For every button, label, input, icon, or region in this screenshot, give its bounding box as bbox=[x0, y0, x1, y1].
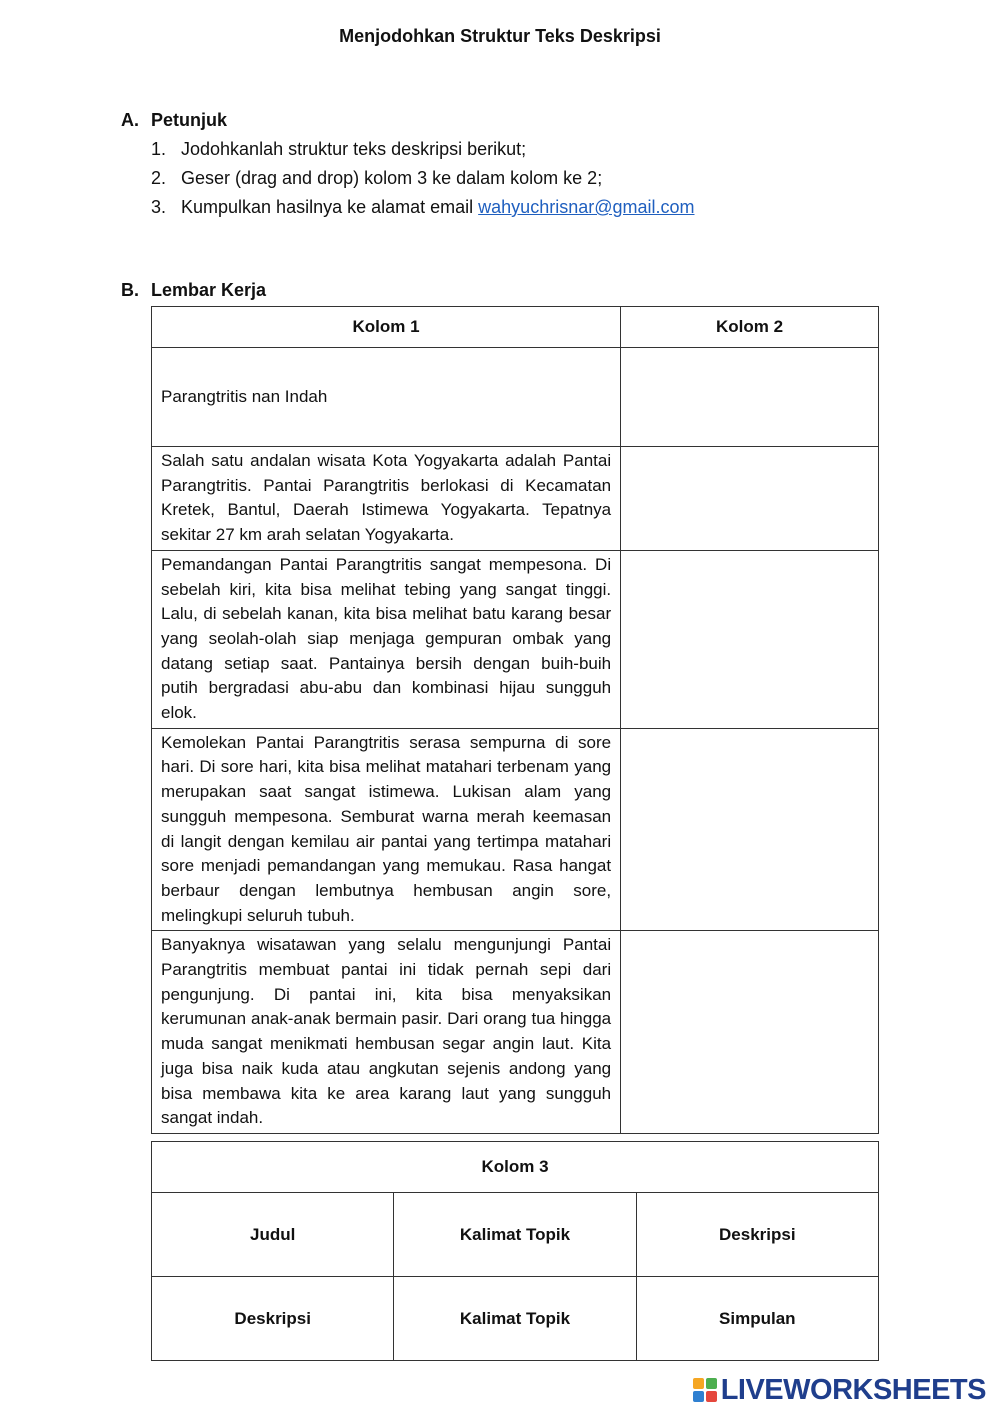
column-1-header: Kolom 1 bbox=[152, 307, 621, 348]
draggable-option[interactable]: Deskripsi bbox=[636, 1193, 878, 1277]
draggable-option[interactable]: Deskripsi bbox=[152, 1277, 394, 1361]
instruction-text: Geser (drag and drop) kolom 3 ke dalam kolom ke 2; bbox=[181, 168, 603, 188]
section-a-title: Petunjuk bbox=[151, 110, 228, 130]
drop-target-cell[interactable] bbox=[621, 728, 879, 931]
table-row bbox=[152, 447, 879, 551]
section-b-title: Lembar Kerja bbox=[151, 280, 267, 300]
instruction-item bbox=[151, 195, 695, 224]
column-1-cell: Banyaknya wisatawan yang selalu mengunjungi Pantai Parangtritis membuat pantai ini tidak pernah sepi dari pengunjung. Di pantai ini, kita bisa menyaksikan kerumunan anak-anak bermain pasir. Dari orang tua hingga muda sangat menikmati hembusan segar angin laut. Kita juga bisa naik kuda atau angkutan sejenis andong yang bisa membawa kita ke area karang laut yang sungguh sangat indah. bbox=[152, 931, 621, 1134]
column-1-cell: Parangtritis nan Indah bbox=[152, 348, 621, 447]
table-header-row bbox=[152, 307, 879, 348]
section-a-letter: A. bbox=[121, 110, 139, 130]
table-row bbox=[152, 348, 879, 447]
instruction-list bbox=[151, 137, 695, 224]
page-title: Menjodohkan Struktur Teks Deskripsi bbox=[339, 26, 661, 46]
liveworksheets-logo-icon bbox=[692, 1377, 718, 1403]
drop-target-cell[interactable] bbox=[621, 348, 879, 447]
section-b-heading bbox=[121, 280, 266, 301]
answer-options-table bbox=[151, 1141, 879, 1361]
table-header-row bbox=[152, 1142, 879, 1193]
instruction-number: 3. bbox=[151, 197, 167, 217]
column-1-cell: Kemolekan Pantai Parangtritis serasa sempurna di sore hari. Di sore hari, kita bisa melihat matahari terbenam yang merupakan saat sangat istimewa. Lukisan alam yang sungguh mempesona. Semburat warna merah keemasan di langit dengan kemilau air pantai yang tertimpa matahari sore menjadi pemandangan yang memukau. Rasa hangat berbaur dengan lembutnya hembusan angin sore, melingkupi seluruh tubuh. bbox=[152, 728, 621, 931]
instruction-item bbox=[151, 166, 695, 195]
column-1-cell: Salah satu andalan wisata Kota Yogyakarta adalah Pantai Parangtritis. Pantai Parangtritis berlokasi di Kecamatan Kretek, Bantul, Daerah Istimewa Yogyakarta. Tepatnya sekitar 27 km arah selatan Yogyakarta. bbox=[152, 447, 621, 551]
table-row bbox=[152, 931, 879, 1134]
section-a-heading bbox=[121, 110, 227, 131]
worksheet-table bbox=[151, 306, 879, 1134]
draggable-option[interactable]: Judul bbox=[152, 1193, 394, 1277]
email-link[interactable]: wahyuchrisnar@gmail.com bbox=[478, 197, 695, 217]
instruction-item bbox=[151, 137, 695, 166]
table-row bbox=[152, 1277, 879, 1361]
instruction-text: Jodohkanlah struktur teks deskripsi berikut; bbox=[181, 139, 527, 159]
column-3-header: Kolom 3 bbox=[152, 1142, 879, 1193]
column-1-cell: Pemandangan Pantai Parangtritis sangat mempesona. Di sebelah kiri, kita bisa melihat tebing yang sangat tinggi. Lalu, di sebelah kanan, kita bisa melihat batu karang besar yang seolah-olah siap menjaga gempuran ombak yang datang setiap saat. Pantainya bersih dengan buih-buih putih bergradasi abu-abu dan kombinasi hijau sungguh elok. bbox=[152, 550, 621, 728]
draggable-option[interactable]: Kalimat Topik bbox=[394, 1193, 636, 1277]
drop-target-cell[interactable] bbox=[621, 931, 879, 1134]
table-row bbox=[152, 728, 879, 931]
instruction-number: 2. bbox=[151, 168, 167, 188]
draggable-option[interactable]: Simpulan bbox=[636, 1277, 878, 1361]
instruction-number: 1. bbox=[151, 139, 167, 159]
table-row bbox=[152, 1193, 879, 1277]
table-row bbox=[152, 550, 879, 728]
liveworksheets-logo bbox=[692, 1372, 986, 1408]
instruction-text: Kumpulkan hasilnya ke alamat email bbox=[181, 197, 479, 217]
drop-target-cell[interactable] bbox=[621, 447, 879, 551]
section-b-letter: B. bbox=[121, 280, 139, 300]
drop-target-cell[interactable] bbox=[621, 550, 879, 728]
draggable-option[interactable]: Kalimat Topik bbox=[394, 1277, 636, 1361]
column-2-header: Kolom 2 bbox=[621, 307, 879, 348]
logo-text: LIVEWORKSHEETS bbox=[720, 1373, 986, 1406]
